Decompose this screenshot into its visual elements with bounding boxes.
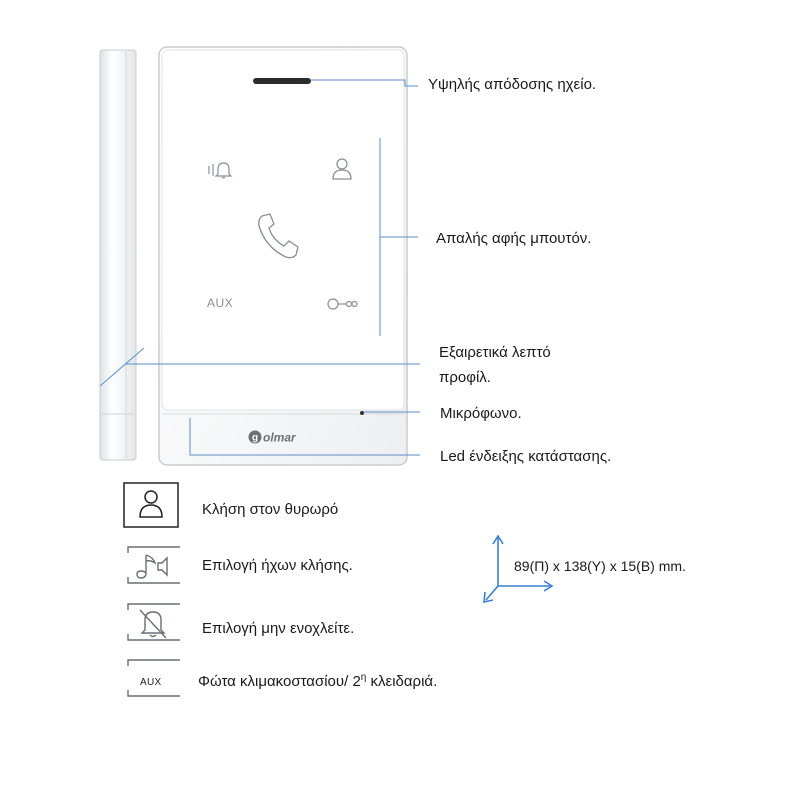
svg-text:g: g bbox=[251, 432, 259, 444]
callout-slim-profile-line2: προφίλ. bbox=[439, 369, 491, 386]
callout-status-led: Led ένδειξης κατάστασης. bbox=[440, 448, 612, 465]
legend-text-aux-tail: κλειδαριά. bbox=[366, 673, 438, 690]
svg-text:olmar: olmar bbox=[263, 430, 296, 445]
legend-text-do-not-disturb: Επιλογή μην ενοχλείτε. bbox=[202, 620, 355, 637]
legend-ringtone-icon bbox=[126, 545, 182, 585]
legend-aux-icon bbox=[126, 658, 182, 698]
legend-text-call-porter: Κλήση στον θυρωρό bbox=[202, 501, 339, 518]
aux-button-label[interactable]: AUX bbox=[207, 296, 234, 310]
callout-slim-profile-line1: Εξαιρετικά λεπτό bbox=[439, 344, 551, 361]
legend-text-ringtone: Επιλογή ήχων κλήσης. bbox=[202, 557, 353, 574]
callout-soft-touch: Απαλής αφής μπουτόν. bbox=[436, 230, 592, 247]
legend-aux-label: AUX bbox=[140, 677, 162, 688]
legend-text-aux bbox=[198, 672, 437, 690]
legend-do-not-disturb-icon bbox=[126, 602, 182, 642]
callout-microphone: Μικρόφωνο. bbox=[440, 405, 522, 422]
legend-text-aux-sup: η bbox=[360, 672, 367, 683]
legend-user-icon bbox=[123, 482, 179, 528]
dimensions-text: 89(Π) x 138(Υ) x 15(Β) mm. bbox=[514, 558, 686, 574]
legend-text-aux-main: Φώτα κλιμακοστασίου/ 2 bbox=[198, 673, 361, 690]
callout-speaker: Υψηλής απόδοσης ηχείο. bbox=[428, 76, 597, 93]
